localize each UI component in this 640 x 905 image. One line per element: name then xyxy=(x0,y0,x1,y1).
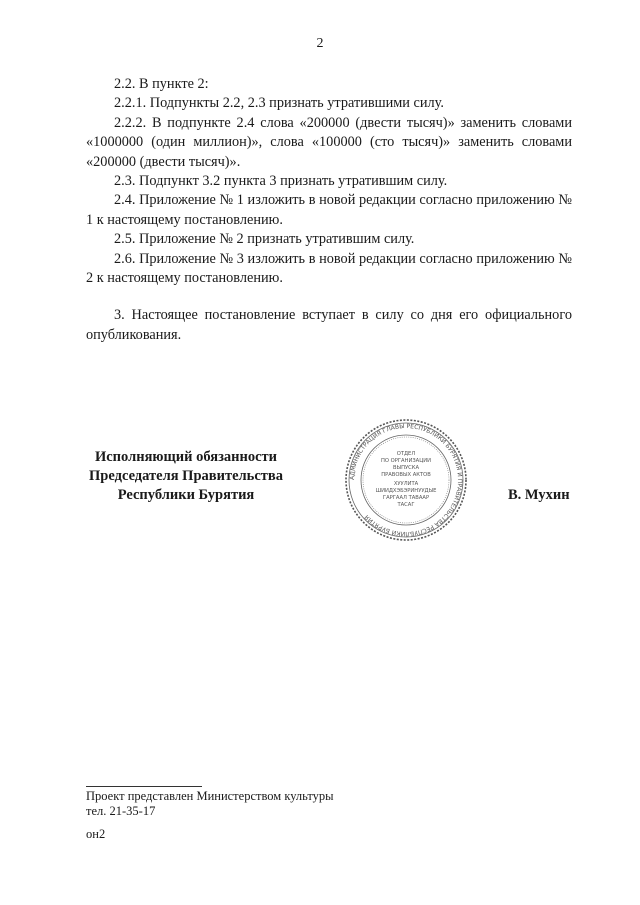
footer-phone-line: тел. 21-35-17 xyxy=(86,803,156,818)
paragraph-2-2-1: 2.2.1. Подпункты 2.2, 2.3 признать утратившими силу. xyxy=(114,95,444,112)
seal-center-line: ГАРГААЛ ТАВААР xyxy=(382,495,430,501)
signatory-title-line: Исполняющий обязанности xyxy=(94,449,278,465)
signatory-title-line: Председателя Правительства xyxy=(89,468,283,484)
paragraph-2-4: 2.4. Приложение № 1 изложить в новой редакции согласно приложению № 1 к настоящему постановлению. xyxy=(86,192,572,228)
seal-center-line: ПО ОРГАНИЗАЦИИ xyxy=(380,458,432,464)
paragraph-2-5: 2.5. Приложение № 2 признать утратившим силу. xyxy=(114,231,415,248)
page-number: 2 xyxy=(316,36,324,51)
official-seal xyxy=(344,418,468,542)
seal-center-line: ХУУЛИТА xyxy=(393,481,419,487)
seal-center-line: ОТДЕЛ xyxy=(396,451,416,457)
paragraph-2-2: 2.2. В пункте 2: xyxy=(114,76,209,92)
seal-outer-text xyxy=(349,423,463,537)
footer-divider xyxy=(86,786,202,787)
seal-center-line: ШИИДХЭБЭРИНУУДЫЕ xyxy=(375,488,437,494)
seal-center-line: ПРАВОВЫХ АКТОВ xyxy=(381,472,431,478)
paragraph-2-6: 2.6. Приложение № 3 изложить в новой редакции согласно приложению № 2 к настоящему постановлению. xyxy=(86,250,572,287)
paragraph-2-3: 2.3. Подпункт 3.2 пункта 3 признать утратившим силу. xyxy=(114,173,448,190)
signatory-name: В. Мухин xyxy=(508,487,570,503)
document-body xyxy=(86,75,572,345)
footer-code: он2 xyxy=(86,827,106,841)
seal-outer-text-path: АДМИНИСТРАЦИЯ ГЛАВЫ РЕСПУБЛИКИ БУРЯТИЯ И ПРАВИТЕЛЬСТВА РЕСПУБЛИКИ БУРЯТИЯ xyxy=(348,422,464,538)
seal-center-line: ТАСАГ xyxy=(397,502,415,508)
signatory-title xyxy=(66,448,306,505)
paragraph-3: 3. Настоящее постановление вступает в силу со дня его официального опубликования. xyxy=(86,307,572,343)
footer-author-line: Проект представлен Министерством культуры xyxy=(86,789,334,803)
seal-center-line: ВЫПУСКА xyxy=(392,465,420,471)
footer-note xyxy=(86,789,334,842)
paragraph-2-2-2: 2.2.2. В подпункте 2.4 слова «200000 (двести тысяч)» заменить словами «1000000 (один миллион)», слова «100000 (сто тысяч)» заменить словами «200000 (двести тысяч)». xyxy=(86,114,572,170)
signatory-title-line: Республики Бурятия xyxy=(117,487,255,503)
